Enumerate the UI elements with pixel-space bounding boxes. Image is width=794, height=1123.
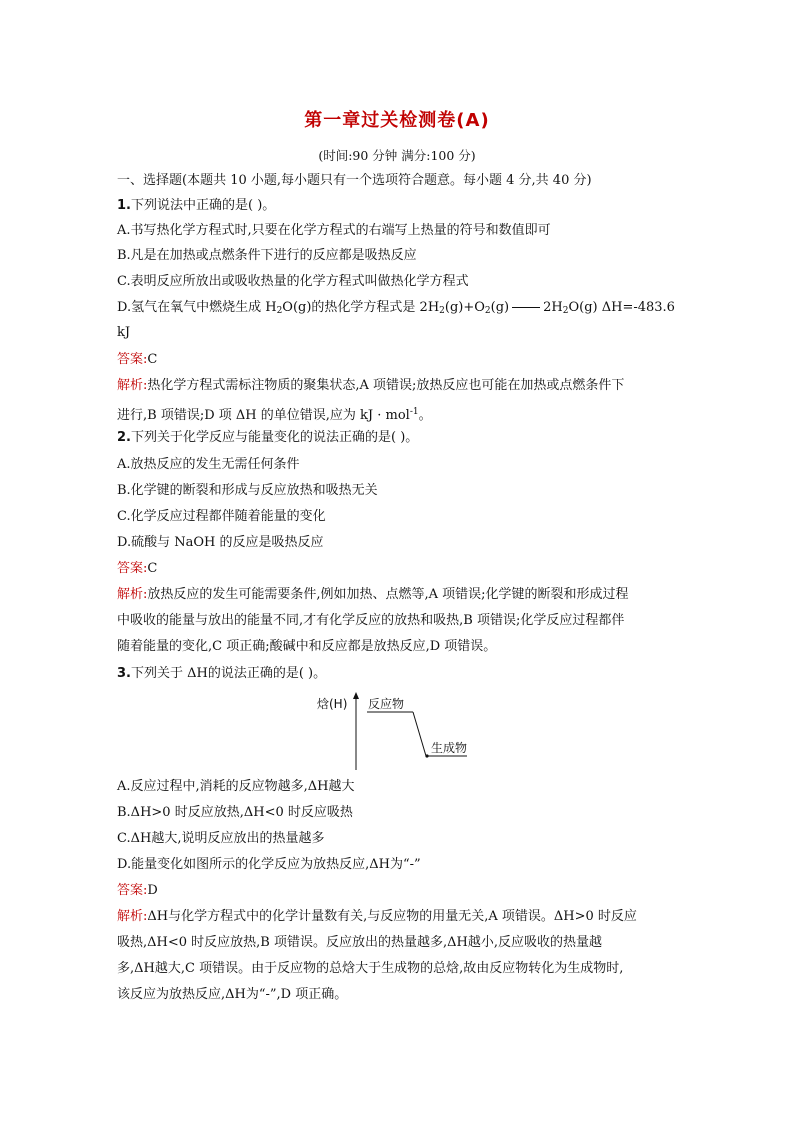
analysis-text: 热化学方程式需标注物质的聚集状态,A 项错误;放热反应也可能在加热或点燃条件下	[147, 378, 625, 393]
question-3-stem	[117, 664, 677, 684]
q2-analysis-line-3: 随着能量的变化,C 项正确;酸碱中和反应都是放热反应,D 项错误。	[117, 639, 497, 654]
q3-analysis-line-4: 该反应为放热反应,ΔH为“-”,D 项正确。	[117, 987, 348, 1002]
q3-analysis-line-3: 多,ΔH越大,C 项错误。由于反应物的总焓大于生成物的总焓,故由反应物转化为生成物时,	[117, 961, 624, 976]
superscript: -1	[409, 407, 419, 417]
q1-option-c: C.表明反应所放出或吸收热量的化学方程式叫做热化学方程式	[117, 274, 469, 289]
q3-analysis-line-1	[117, 907, 677, 927]
answer-value: D	[147, 883, 158, 898]
option-text: (g)+O	[444, 300, 485, 315]
question-text: 下列关于化学反应与能量变化的说法正确的是( )。	[130, 430, 419, 445]
q3-analysis-line-2: 吸热,ΔH<0 时反应放热,B 项错误。反应放出的热量越多,ΔH越小,反应吸收的热量越	[117, 935, 602, 950]
analysis-label: 解析:	[117, 378, 148, 393]
q3-option-d: D.能量变化如图所示的化学反应为放热反应,ΔH为“-”	[117, 857, 421, 872]
question-number: 2.	[117, 430, 131, 445]
transition-line	[413, 712, 426, 756]
question-text: 下列说法中正确的是( )。	[130, 198, 276, 213]
q3-answer	[117, 881, 677, 901]
q3-option-b: B.ΔH>0 时反应放热,ΔH<0 时反应吸热	[117, 805, 353, 820]
product-label: 生成物	[431, 741, 467, 755]
subscript: 2	[484, 306, 491, 316]
option-text: D.氢气在氧气中燃烧生成 H	[117, 300, 277, 315]
subscript: 2	[276, 306, 283, 316]
q3-option-c: C.ΔH越大,说明反应放出的热量越多	[117, 831, 325, 846]
q1-option-d-unit: kJ	[117, 325, 131, 340]
analysis-text: 放热反应的发生可能需要条件,例如加热、点燃等,A 项错误;化学键的断裂和形成过程	[147, 587, 629, 602]
q2-option-c: C.化学反应过程都伴随着能量的变化	[117, 509, 326, 524]
option-text: (g)	[490, 300, 510, 315]
analysis-label: 解析:	[117, 909, 148, 924]
q2-analysis-line-2: 中吸收的能量与放出的能量不同,才有化学反应的放热和吸热,B 项错误;化学反应过程都伴	[117, 613, 625, 628]
q1-option-b: B.凡是在加热或点燃条件下进行的反应都是吸热反应	[117, 248, 417, 263]
subscript: 2	[562, 306, 569, 316]
question-text: 下列关于 ΔH的说法正确的是( )。	[130, 666, 327, 681]
y-axis-arrow	[353, 692, 359, 699]
analysis-label: 解析:	[117, 587, 148, 602]
q2-option-d: D.硫酸与 NaOH 的反应是吸热反应	[117, 535, 324, 550]
equation-arrow	[512, 307, 540, 308]
question-number: 3.	[117, 666, 131, 681]
q1-option-d	[117, 298, 677, 321]
answer-label: 答案:	[117, 883, 148, 898]
option-text: 2H	[543, 300, 563, 315]
q1-option-a: A.书写热化学方程式时,只要在化学方程式的右端写上热量的符号和数值即可	[117, 223, 551, 238]
option-text: O(g)的热化学方程式是 2H	[282, 300, 440, 315]
analysis-text: 进行,B 项错误;D 项 ΔH 的单位错误,应为 kJ · mol	[117, 408, 410, 423]
option-text: O(g) ΔH=-483.6	[568, 300, 675, 315]
q2-answer	[117, 559, 677, 579]
answer-label: 答案:	[117, 352, 148, 367]
analysis-text: ΔH与化学方程式中的化学计量数有关,与反应物的用量无关,A 项错误。ΔH>0 时反应	[147, 909, 637, 924]
q2-option-a: A.放热反应的发生无需任何条件	[117, 457, 300, 472]
y-axis-label: 焓(H)	[317, 697, 348, 711]
answer-value: C	[147, 561, 158, 576]
analysis-text: 。	[418, 408, 432, 423]
q3-option-a: A.反应过程中,消耗的反应物越多,ΔH越大	[117, 779, 355, 794]
answer-value: C	[147, 352, 158, 367]
enthalpy-diagram	[317, 690, 467, 770]
subscript: 2	[439, 306, 445, 316]
reactant-label: 反应物	[368, 697, 405, 711]
q1-analysis-line-2	[117, 402, 677, 426]
question-1-stem	[117, 196, 677, 216]
exam-info: (时间:90 分钟 满分:100 分)	[318, 148, 476, 163]
q2-option-b: B.化学键的断裂和形成与反应放热和吸热无关	[117, 483, 378, 498]
page-title: 第一章过关检测卷(A)	[304, 110, 490, 131]
q1-analysis-line-1	[117, 376, 677, 396]
q2-analysis-line-1	[117, 585, 677, 605]
question-number: 1.	[117, 198, 131, 213]
q1-answer	[117, 350, 677, 370]
section-heading: 一、选择题(本题共 10 小题,每小题只有一个选项符合题意。每小题 4 分,共 40 分)	[117, 173, 592, 188]
product-point	[425, 754, 428, 757]
answer-label: 答案:	[117, 561, 148, 576]
question-2-stem	[117, 428, 677, 448]
